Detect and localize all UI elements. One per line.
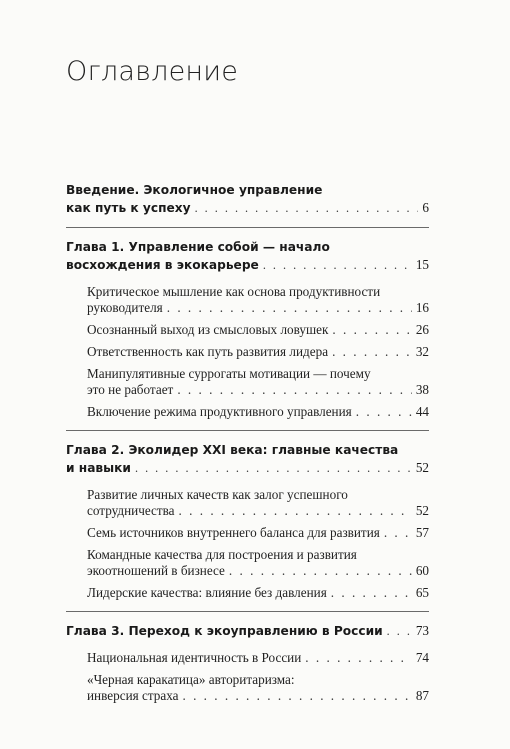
toc-item-line2: сотрудничества <box>87 503 175 518</box>
page-title: Оглавление <box>66 56 239 87</box>
toc-chapter-1-page: 15 <box>415 257 429 272</box>
leader-dots <box>229 563 412 579</box>
toc-item[interactable] <box>87 487 429 519</box>
toc-chapter-2-title-line1: Глава 2. Эколидер XXI века: главные качества <box>66 443 399 457</box>
leader-dots <box>387 622 412 640</box>
toc-item[interactable] <box>87 404 429 420</box>
toc-intro-title-line1: Введение. Экологичное управление <box>66 183 323 197</box>
toc-chapter-2-heading[interactable] <box>66 441 429 477</box>
leader-dots <box>332 322 411 338</box>
toc-item[interactable] <box>87 585 429 601</box>
toc-item[interactable] <box>87 547 429 579</box>
toc-intro-title-line2: как путь к успеху <box>66 201 191 215</box>
toc-item-line2: это не работает <box>87 382 174 397</box>
toc-item-page: 16 <box>415 300 429 315</box>
toc-chapter-3-heading[interactable] <box>66 622 429 640</box>
toc-item[interactable] <box>87 344 429 360</box>
leader-dots <box>195 199 419 217</box>
toc-chapter-1 <box>66 238 429 420</box>
table-of-contents <box>66 181 429 704</box>
toc-item[interactable] <box>87 322 429 338</box>
leader-dots <box>182 688 411 704</box>
toc-chapter-1-title-line2: восхождения в экокарьере <box>66 258 259 272</box>
toc-item-line1: Лидерские качества: влияние без давления <box>87 585 327 600</box>
leader-dots <box>305 650 412 666</box>
toc-item-line1: «Черная каракатица» авторитаризма: <box>87 672 295 687</box>
toc-item-line1: Осознанный выход из смысловых ловушек <box>87 322 329 337</box>
toc-item-page: 65 <box>415 585 429 600</box>
leader-dots <box>263 256 412 274</box>
toc-item-line1: Ответственность как путь развития лидера <box>87 344 329 359</box>
toc-item[interactable] <box>87 672 429 704</box>
toc-item-line1: Развитие личных качеств как залог успешного <box>87 487 348 502</box>
leader-dots <box>177 382 411 398</box>
toc-item-page: 44 <box>415 404 429 419</box>
toc-chapter-1-heading[interactable] <box>66 238 429 274</box>
toc-chapter-1-title-line1: Глава 1. Управление собой — начало <box>66 240 330 254</box>
toc-item[interactable] <box>87 525 429 541</box>
toc-item-page: 60 <box>415 563 429 578</box>
leader-dots <box>332 344 412 360</box>
toc-item-line2: руководителя <box>87 300 163 315</box>
toc-item-page: 87 <box>415 688 429 703</box>
toc-item-line1: Включение режима продуктивного управления <box>87 404 352 419</box>
toc-item-line1: Национальная идентичность в России <box>87 650 302 665</box>
leader-dots <box>179 503 412 519</box>
toc-chapter-2-page: 52 <box>415 460 429 475</box>
toc-item-page: 52 <box>415 503 429 518</box>
leader-dots <box>331 585 412 601</box>
toc-item[interactable] <box>87 650 429 666</box>
toc-item-page: 32 <box>415 344 429 359</box>
toc-intro-page: 6 <box>422 200 429 215</box>
toc-item-page: 26 <box>415 322 429 337</box>
leader-dots <box>135 459 412 477</box>
toc-item-page: 38 <box>415 382 429 397</box>
toc-item-line1: Критическое мышление как основа продуктивности <box>87 284 381 299</box>
leader-dots <box>167 300 412 316</box>
toc-chapter-2 <box>66 441 429 601</box>
toc-item-line1: Командные качества для построения и развития <box>87 547 357 562</box>
toc-item[interactable] <box>87 366 429 398</box>
toc-chapter-3 <box>66 622 429 704</box>
toc-item-page: 57 <box>415 525 429 540</box>
toc-item-line2: экоотношений в бизнесе <box>87 563 225 578</box>
toc-item-line2: инверсия страха <box>87 688 179 703</box>
toc-chapter-3-title-line1: Глава 3. Переход к экоуправлению в России <box>66 624 383 638</box>
toc-item[interactable] <box>87 284 429 316</box>
toc-chapter-2-title-line2: и навыки <box>66 461 131 475</box>
toc-chapter-3-page: 73 <box>415 623 429 638</box>
toc-item-line1: Семь источников внутреннего баланса для развития <box>87 525 380 540</box>
toc-intro[interactable] <box>66 181 429 217</box>
leader-dots <box>356 404 412 420</box>
leader-dots <box>384 525 412 541</box>
toc-item-line1: Манипулятивные суррогаты мотивации — почему <box>87 366 371 381</box>
toc-item-page: 74 <box>415 650 429 665</box>
